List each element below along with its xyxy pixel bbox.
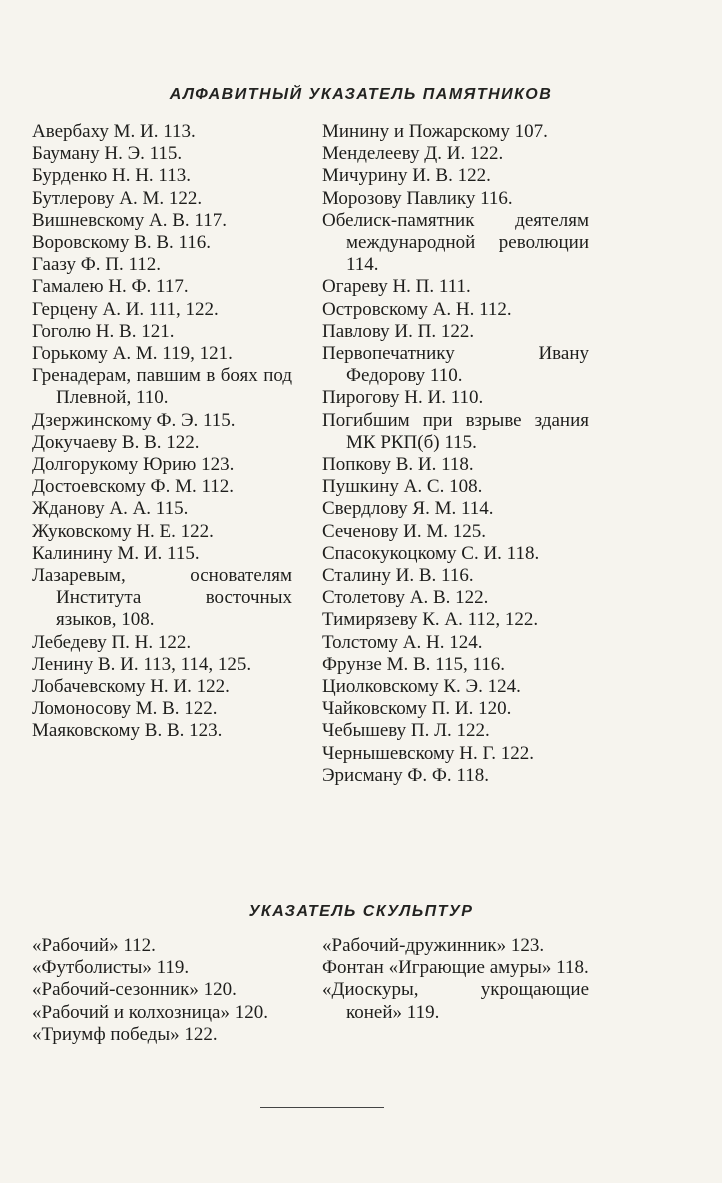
monuments-list-right: [322, 121, 589, 787]
index-entry: «Диоскуры, укрощающие коней» 119.: [322, 979, 589, 1023]
index-entry: Калинину М. И. 115.: [32, 542, 200, 564]
index-entry: Гамалею Н. Ф. 117.: [32, 276, 189, 298]
index-entry: Сталину И. В. 116.: [322, 565, 474, 587]
index-entry: Жданову А. А. 115.: [32, 498, 189, 520]
index-entry: Воровскому В. В. 116.: [32, 232, 212, 254]
index-entry: Эрисману Ф. Ф. 118.: [322, 764, 489, 786]
index-entry: Пушкину А. С. 108.: [322, 476, 483, 498]
index-entry: Гоголю Н. В. 121.: [32, 320, 175, 342]
index-entry: Вишневскому А. В. 117.: [32, 209, 227, 231]
index-entry: Гаазу Ф. П. 112.: [32, 254, 162, 276]
index-entry: Морозову Павлику 116.: [322, 187, 513, 209]
index-entry: Менделееву Д. И. 122.: [322, 143, 504, 165]
sculptures-list-right: [322, 935, 589, 1024]
index-entry: Толстому А. Н. 124.: [322, 631, 483, 653]
index-entry: «Триумф победы» 122.: [32, 1023, 218, 1045]
index-entry: «Рабочий-дружинник» 123.: [322, 935, 545, 956]
closing-rule: [260, 1107, 384, 1108]
index-entry: Первопечатнику Ивану Федорову 110.: [322, 343, 589, 387]
index-entry: Герцену А. И. 111, 122.: [32, 298, 219, 320]
index-entry: Свердлову Я. М. 114.: [322, 498, 494, 520]
index-entry: Горькому А. М. 119, 121.: [32, 343, 233, 365]
index-entry: Погибшим при взрыве здания МК РКП(б) 115.: [322, 409, 589, 453]
index-entry: Минину и Пожарскому 107.: [322, 121, 548, 142]
index-entry: Долгорукому Юрию 123.: [32, 454, 235, 476]
index-entry: Гренадерам, павшим в боях под Плевной, 110.: [32, 365, 292, 409]
index-entry: Циолковскому К. Э. 124.: [322, 676, 521, 698]
index-entry: Тимирязеву К. А. 112, 122.: [322, 609, 539, 631]
index-entry: Фонтан «Играющие амуры» 118.: [322, 957, 589, 979]
index-entry: Столетову А. В. 122.: [322, 587, 489, 609]
index-entry: Дзержинскому Ф. Э. 115.: [32, 409, 236, 431]
index-entry: Павлову И. П. 122.: [322, 320, 475, 342]
index-entry: Чайковскому П. И. 120.: [322, 698, 512, 720]
index-entry: Обелиск-памятник деятелям международной революции 114.: [322, 209, 589, 276]
index-entry: Маяковскому В. В. 123.: [32, 720, 223, 742]
monuments-index-heading: АЛФАВИТНЫЙ УКАЗАТЕЛЬ ПАМЯТНИКОВ: [169, 86, 553, 103]
index-entry: «Рабочий и колхозница» 120.: [32, 1001, 268, 1023]
index-entry: Сеченову И. М. 125.: [322, 520, 486, 542]
index-entry: Чебышеву П. Л. 122.: [322, 720, 490, 742]
index-entry: «Рабочий-сезонник» 120.: [32, 979, 237, 1001]
sculptures-index-heading: УКАЗАТЕЛЬ СКУЛЬПТУР: [248, 903, 474, 920]
index-entry: Чернышевскому Н. Г. 122.: [322, 742, 535, 764]
index-entry: Огареву Н. П. 111.: [322, 276, 471, 298]
sculptures-list-left: [32, 935, 292, 1046]
index-entry: Пирогову Н. И. 110.: [322, 387, 484, 409]
index-entry: Островскому А. Н. 112.: [322, 298, 512, 320]
index-entry: Достоевскому Ф. М. 112.: [32, 476, 235, 498]
index-entry: Докучаеву В. В. 122.: [32, 431, 200, 453]
index-entry: Спасокукоцкому С. И. 118.: [322, 542, 540, 564]
monuments-list-left: [32, 121, 292, 743]
index-entry: Лобачевскому Н. И. 122.: [32, 676, 230, 698]
index-entry: Бурденко Н. Н. 113.: [32, 165, 191, 187]
index-entry: Фрунзе М. В. 115, 116.: [322, 653, 506, 675]
index-entry: Мичурину И. В. 122.: [322, 165, 491, 187]
index-entry: «Рабочий» 112.: [32, 935, 156, 956]
index-entry: Ломоносову М. В. 122.: [32, 698, 218, 720]
index-entry: Бауману Н. Э. 115.: [32, 143, 183, 165]
index-entry: «Футболисты» 119.: [32, 957, 190, 979]
index-entry: Авербаху М. И. 113.: [32, 121, 196, 142]
index-entry: Лебедеву П. Н. 122.: [32, 631, 192, 653]
index-entry: Ленину В. И. 113, 114, 125.: [32, 653, 252, 675]
index-entry: Бутлерову А. М. 122.: [32, 187, 203, 209]
index-entry: Лазаревым, основателям Института восточных языков, 108.: [32, 565, 292, 631]
index-entry: Попкову В. И. 118.: [322, 454, 474, 476]
index-entry: Жуковскому Н. Е. 122.: [32, 520, 214, 542]
